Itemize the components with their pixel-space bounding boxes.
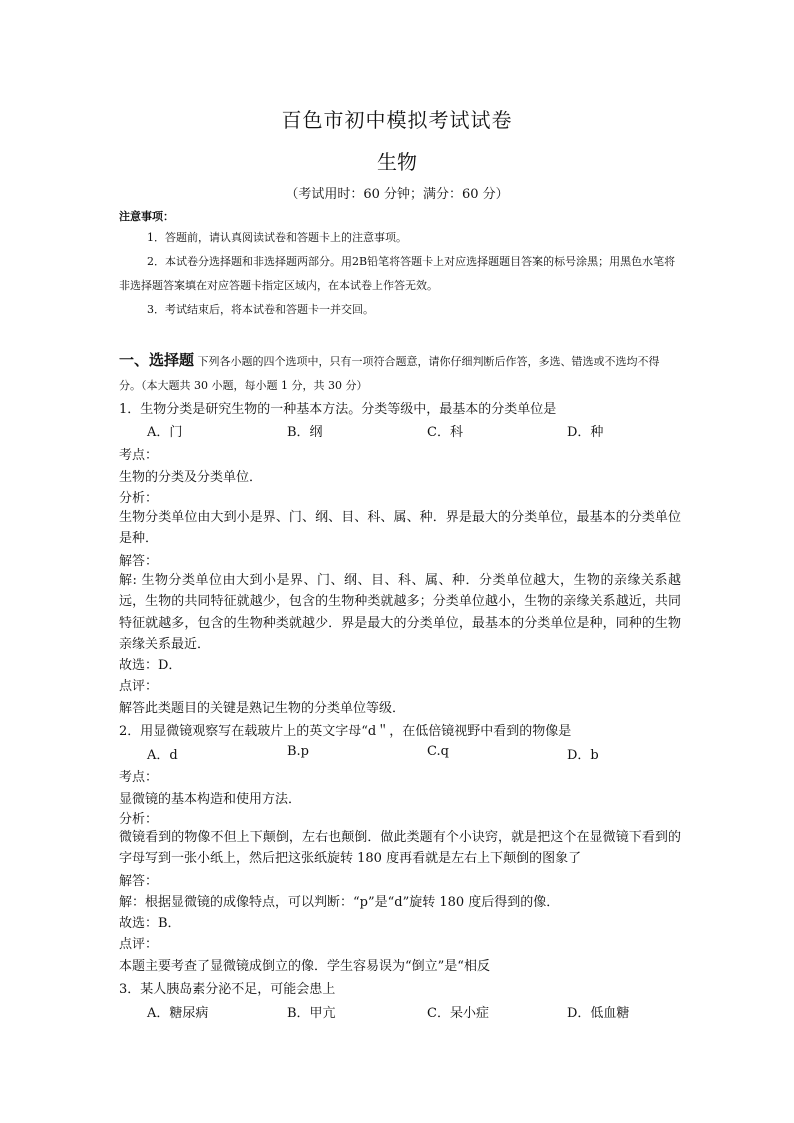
jieda-label: 解答： <box>119 874 159 889</box>
notes-heading: 注意事项： <box>119 210 174 223</box>
question-stem: 2．用显微镜观察写在载玻片上的英文字母“d＂，在低倍镜视野中看到的物像是 <box>119 724 572 739</box>
fenxi-text: 微镜看到的物像不但上下颠倒，左右也颠倒．做此类题有个小诀窍，就是把这个在显微镜下看到的字母写到一张小纸上，然后把这张纸旋转 180 度再看就是左右上下颠倒的图象了 <box>119 830 681 867</box>
kaodian-label: 考点： <box>119 448 159 463</box>
jieda-label: 解答： <box>119 554 159 569</box>
note-item: 3．考试结束后，将本试卷和答题卡一并交回。 <box>147 303 374 316</box>
answer-text: 故选：D． <box>119 658 182 673</box>
kaodian-label: 考点： <box>119 770 159 785</box>
question-option: A．门 <box>147 425 183 440</box>
question-stem: 3．某人胰岛素分泌不足，可能会患上 <box>119 982 336 997</box>
jieda-text: 解：根据显微镜的成像特点，可以判断：“p”是“d”旋转 180 度后得到的像． <box>119 895 560 910</box>
jieda-text: 解: 生物分类单位由大到小是界、门、纲、目、科、属、种．分类单位越大，生物的亲缘关系越远，生物的共同特征就越少，包含的生物种类就越多；分类单位越小，生物的亲缘关系越近，共同特征就越多，包含的生物种类就越少．界是最大的分类单位，最基本的分类单位是种，同种的生物亲缘关系最近． <box>119 573 681 652</box>
exam-title: 百色市初中模拟考试试卷 <box>281 108 513 132</box>
question-option: D．种 <box>567 425 604 440</box>
section-instruction: 下列各小题的四个选项中，只有一项符合题意，请你仔细判断后作答，多选、错选或不选均不得分。（本大题共 30 小题，每小题 1 分，共 30 分） <box>119 355 660 392</box>
kaodian-text: 显微镜的基本构造和使用方法． <box>119 792 302 807</box>
dianping-label: 点评： <box>119 679 159 694</box>
note-item: 2．本试卷分选择题和非选择题两部分。用2B铅笔将答题卡上对应选择题题目答案的标号涂黑；用黑色水笔将非选择题答案填在对应答题卡指定区域内，在本试卷上作答无效。 <box>119 255 676 292</box>
fenxi-label: 分析： <box>119 812 159 827</box>
fenxi-label: 分析： <box>119 491 159 506</box>
question-option: D．b <box>567 748 599 763</box>
section-title: 一、选择题 <box>119 351 195 369</box>
question-option: C.q <box>427 744 449 759</box>
question-stem: 1．生物分类是研究生物的一种基本方法。分类等级中，最基本的分类单位是 <box>119 402 557 417</box>
question-option: B．纲 <box>287 425 323 440</box>
fenxi-text: 生物分类单位由大到小是界、门、纲、目、科、属、种．界是最大的分类单位，最基本的分类单位是种． <box>119 510 681 547</box>
question-option: B．甲亢 <box>287 1006 336 1021</box>
question-option: C．科 <box>427 425 463 440</box>
kaodian-text: 生物的分类及分类单位． <box>119 470 263 485</box>
exam-subject: 生物 <box>377 150 417 174</box>
question-option: D．低血糖 <box>567 1006 630 1021</box>
answer-text: 故选：B． <box>119 916 181 931</box>
dianping-text: 解答此类题目的关键是熟记生物的分类单位等级． <box>119 701 406 716</box>
question-option: A．d <box>147 748 178 763</box>
question-option: A．糖尿病 <box>147 1006 209 1021</box>
note-item: 1．答题前，请认真阅读试卷和答题卡上的注意事项。 <box>147 231 407 244</box>
section-heading <box>119 348 681 398</box>
question-option: C．呆小症 <box>427 1006 489 1021</box>
question-option: B.p <box>287 744 310 759</box>
dianping-label: 点评： <box>119 937 159 952</box>
dianping-text: 本题主要考查了显微镜成倒立的像．学生容易误为“倒立”是“相反 <box>119 959 490 974</box>
exam-info: （考试用时：60 分钟；满分：60 分） <box>285 187 509 202</box>
